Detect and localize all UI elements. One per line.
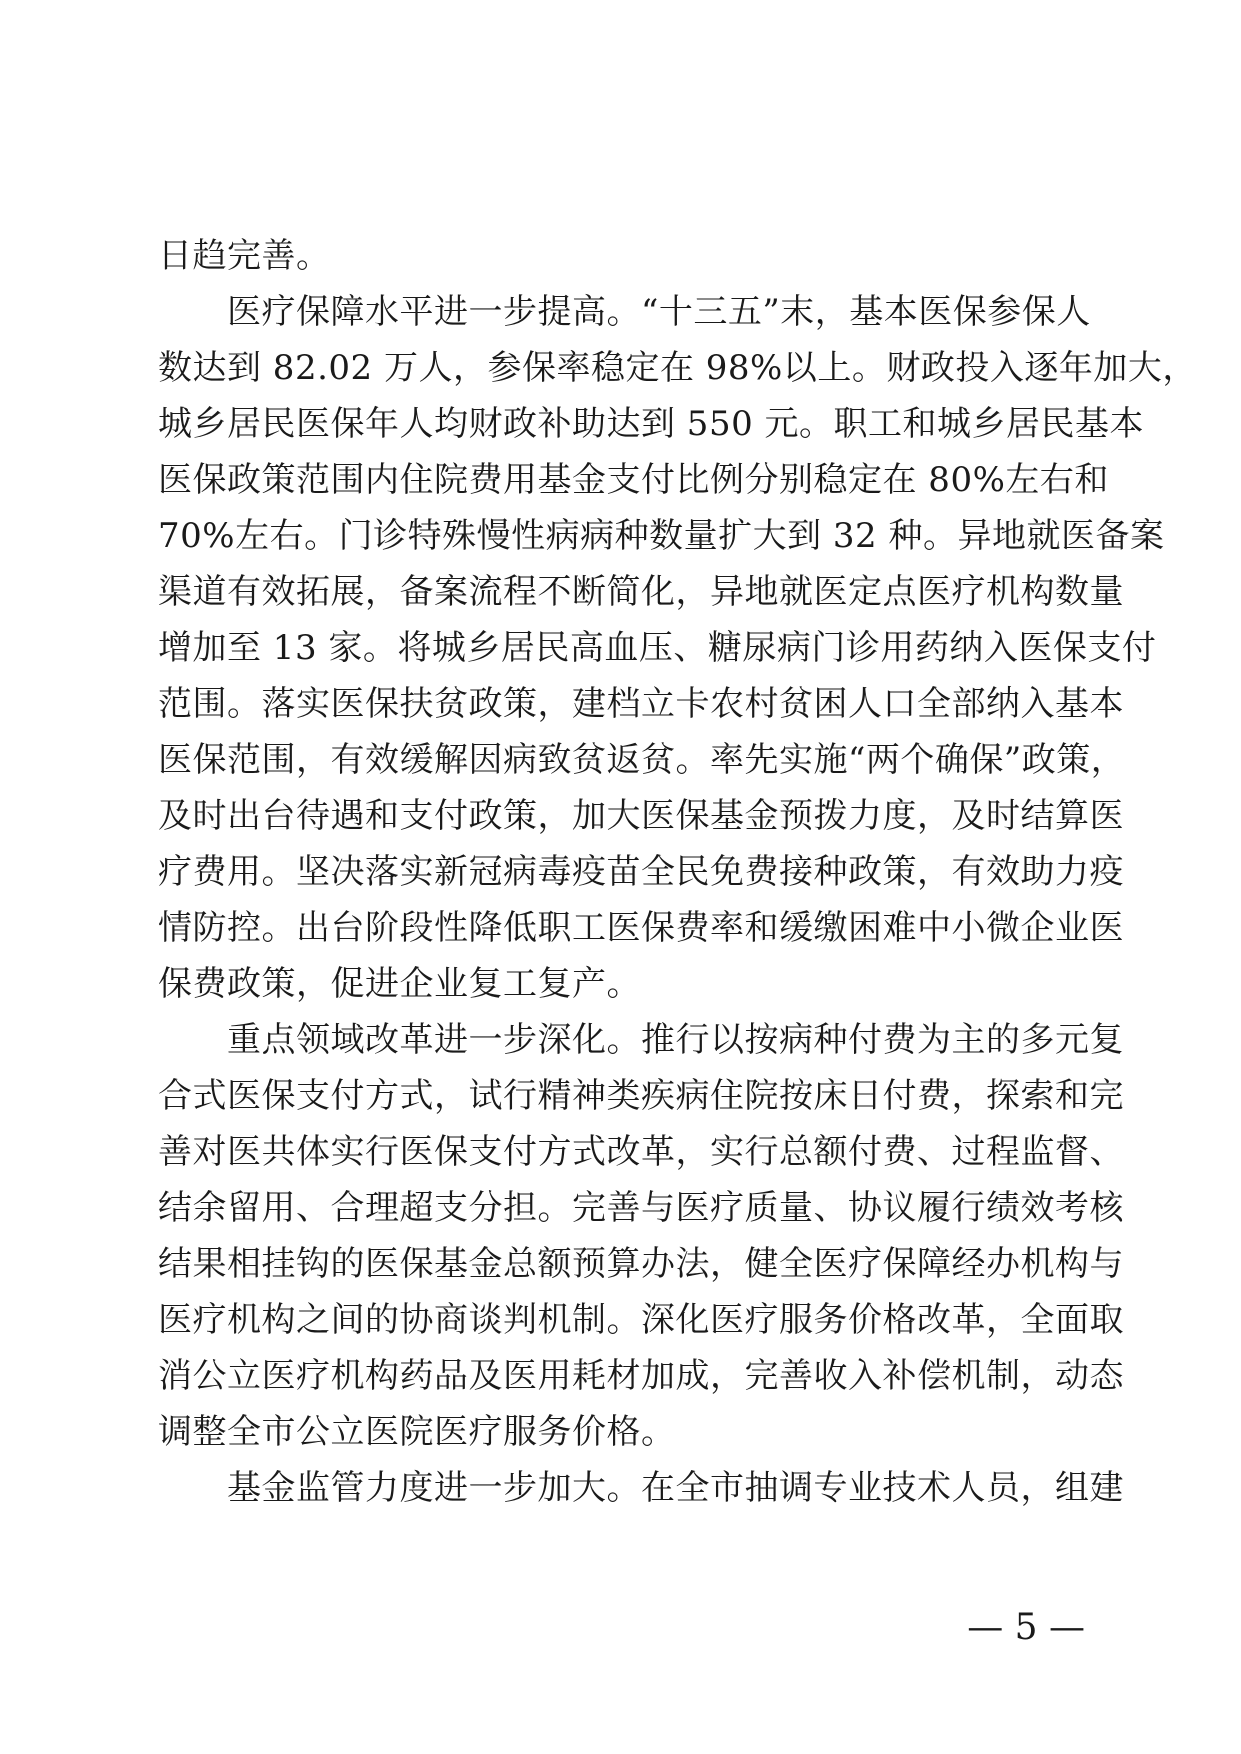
- text-line: 医保政策范围内住院费用基金支付比例分别稳定在 80%左右和: [158, 460, 1109, 500]
- text-line: 调整全市公立医院医疗服务价格。: [158, 1412, 676, 1452]
- text-line: 情防控。出台阶段性降低职工医保费率和缓缴困难中小微企业医: [158, 908, 1124, 948]
- text-line: 增加至 13 家。将城乡居民高血压、糖尿病门诊用药纳入医保支付: [158, 628, 1157, 668]
- text-line: 医疗机构之间的协商谈判机制。深化医疗服务价格改革，全面取: [158, 1300, 1124, 1340]
- text-line: 医保范围，有效缓解因病致贫返贫。率先实施“两个确保”政策，: [158, 740, 1126, 780]
- text-line: 结果相挂钩的医保基金总额预算办法，健全医疗保障经办机构与: [158, 1244, 1124, 1284]
- text-line: 疗费用。坚决落实新冠病毒疫苗全民免费接种政策，有效助力疫: [158, 852, 1124, 892]
- text-line: 渠道有效拓展，备案流程不断简化，异地就医定点医疗机构数量: [158, 572, 1124, 612]
- text-line: 医疗保障水平进一步提高。“十三五”末，基本医保参保人: [158, 292, 1091, 332]
- text-line: 日趋完善。: [158, 236, 331, 276]
- text-line: 保费政策，促进企业复工复产。: [158, 964, 641, 1004]
- body-text: [158, 228, 1197, 1516]
- text-line: 重点领域改革进一步深化。推行以按病种付费为主的多元复: [158, 1020, 1124, 1060]
- text-line: 善对医共体实行医保支付方式改革，实行总额付费、过程监督、: [158, 1132, 1124, 1172]
- text-line: 城乡居民医保年人均财政补助达到 550 元。职工和城乡居民基本: [158, 404, 1145, 444]
- text-line: 范围。落实医保扶贫政策，建档立卡农村贫困人口全部纳入基本: [158, 684, 1124, 724]
- text-line: 结余留用、合理超支分担。完善与医疗质量、协议履行绩效考核: [158, 1188, 1124, 1228]
- text-line: 基金监管力度进一步加大。在全市抽调专业技术人员，组建: [158, 1468, 1124, 1508]
- text-line: 70%左右。门诊特殊慢性病病种数量扩大到 32 种。异地就医备案: [158, 516, 1165, 556]
- text-line: 消公立医疗机构药品及医用耗材加成，完善收入补偿机制，动态: [158, 1356, 1124, 1396]
- text-line: 合式医保支付方式，试行精神类疾病住院按床日付费，探索和完: [158, 1076, 1124, 1116]
- text-line: 及时出台待遇和支付政策，加大医保基金预拨力度，及时结算医: [158, 796, 1124, 836]
- page-number: — 5 —: [967, 1607, 1085, 1648]
- text-line: 数达到 82.02 万人，参保率稳定在 98%以上。财政投入逐年加大，: [158, 348, 1197, 388]
